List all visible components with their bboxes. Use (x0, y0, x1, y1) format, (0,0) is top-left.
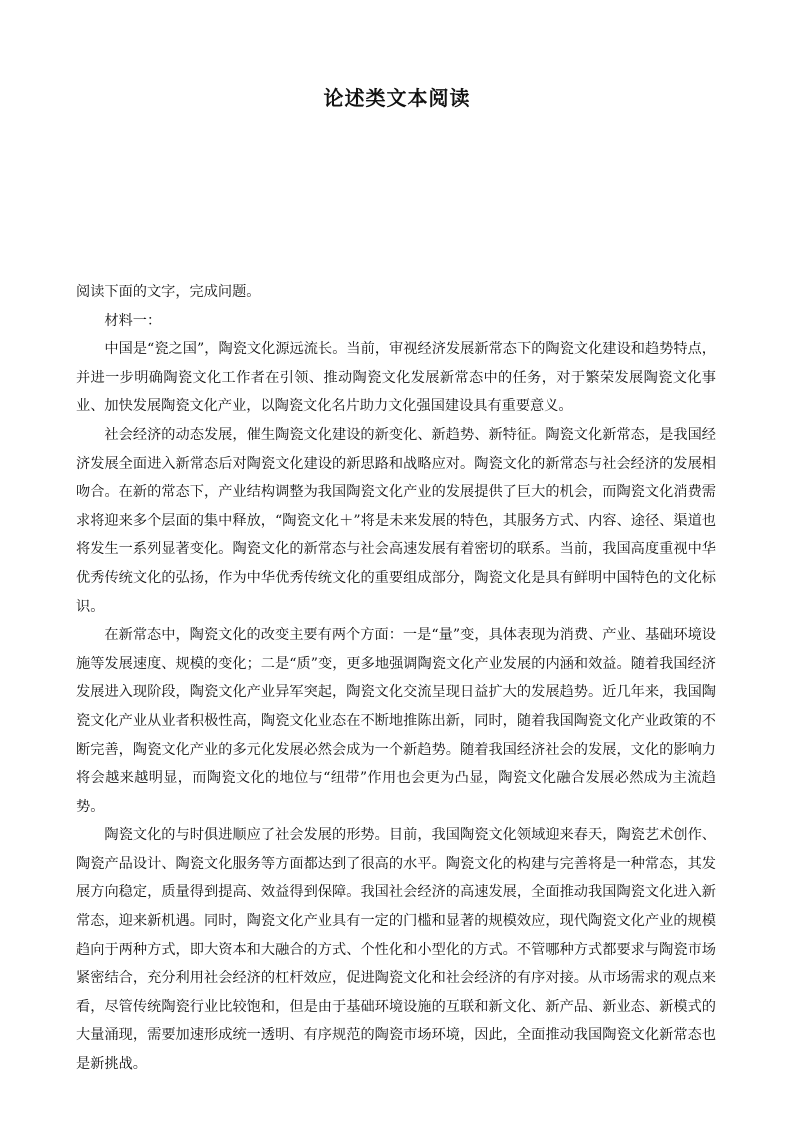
document-title: 论述类文本阅读 (323, 86, 471, 110)
material-label: 材料一： (104, 312, 162, 329)
document-body (76, 278, 716, 1079)
instruction-text: 阅读下面的文字，完成问题。 (76, 284, 261, 300)
paragraph-2: 社会经济的动态发展，催生陶瓷文化建设的新变化、新趋势、新特征。陶瓷文化新常态，是我国经济发展全面进入新常态后对陶瓷文化建设的新思路和战略应对。陶瓷文化的新常态与社会经济的发展相吻合。在新的常态下，产业结构调整为我国陶瓷文化产业的发展提供了巨大的机会，而陶瓷文化消费需求将迎来多个层面的集中释放，“陶瓷文化＋”将是未来发展的特色，其服务方式、内容、途径、渠道也将发生一系列显著变化。陶瓷文化的新常态与社会高速发展有着密切的联系。当前，我国高度重视中华优秀传统文化的弘扬，作为中华优秀传统文化的重要组成部分，陶瓷文化是具有鲜明中国特色的文化标识。 (76, 426, 716, 615)
paragraph-4: 陶瓷文化的与时俱进顺应了社会发展的形势。目前，我国陶瓷文化领域迎来春天，陶瓷艺术创作、陶瓷产品设计、陶瓷文化服务等方面都达到了很高的水平。陶瓷文化的构建与完善将是一种常态，其发展方向稳定，质量得到提高、效益得到保障。我国社会经济的高速发展，全面推动我国陶瓷文化进入新常态，迎来新机遇。同时，陶瓷文化产业具有一定的门槛和显著的规模效应，现代陶瓷文化产业的规模趋向于两种方式，即大资本和大融合的方式、个性化和小型化的方式。不管哪种方式都要求与陶瓷市场紧密结合，充分利用社会经济的杠杆效应，促进陶瓷文化和社会经济的有序对接。从市场需求的观点来看，尽管传统陶瓷行业比较饱和，但是由于基础环境设施的互联和新文化、新产品、新业态、新模式的大量涌现，需要加速形成统一透明、有序规范的陶瓷市场环境，因此，全面推动我国陶瓷文化新常态也是新挑战。 (76, 827, 716, 1073)
paragraph-3: 在新常态中，陶瓷文化的改变主要有两个方面：一是“量”变，具体表现为消费、产业、基础环境设施等发展速度、规模的变化；二是“质”变，更多地强调陶瓷文化产业发展的内涵和效益。随着我国经济发展进入现阶段，陶瓷文化产业异军突起，陶瓷文化交流呈现日益扩大的发展趋势。近几年来，我国陶瓷文化产业从业者积极性高，陶瓷文化业态在不断地推陈出新，同时，随着我国陶瓷文化产业政策的不断完善，陶瓷文化产业的多元化发展必然会成为一个新趋势。随着我国经济社会的发展，文化的影响力将会越来越明显，而陶瓷文化的地位与“纽带”作用也会更为凸显，陶瓷文化融合发展必然成为主流趋势。 (76, 627, 716, 815)
paragraph-1: 中国是“瓷之国”，陶瓷文化源远流长。当前，审视经济发展新常态下的陶瓷文化建设和趋势特点，并进一步明确陶瓷文化工作者在引领、推动陶瓷文化发展新常态中的任务，对于繁荣发展陶瓷文化事业、加快发展陶瓷文化产业，以陶瓷文化名片助力文化强国建设具有重要意义。 (76, 341, 716, 415)
